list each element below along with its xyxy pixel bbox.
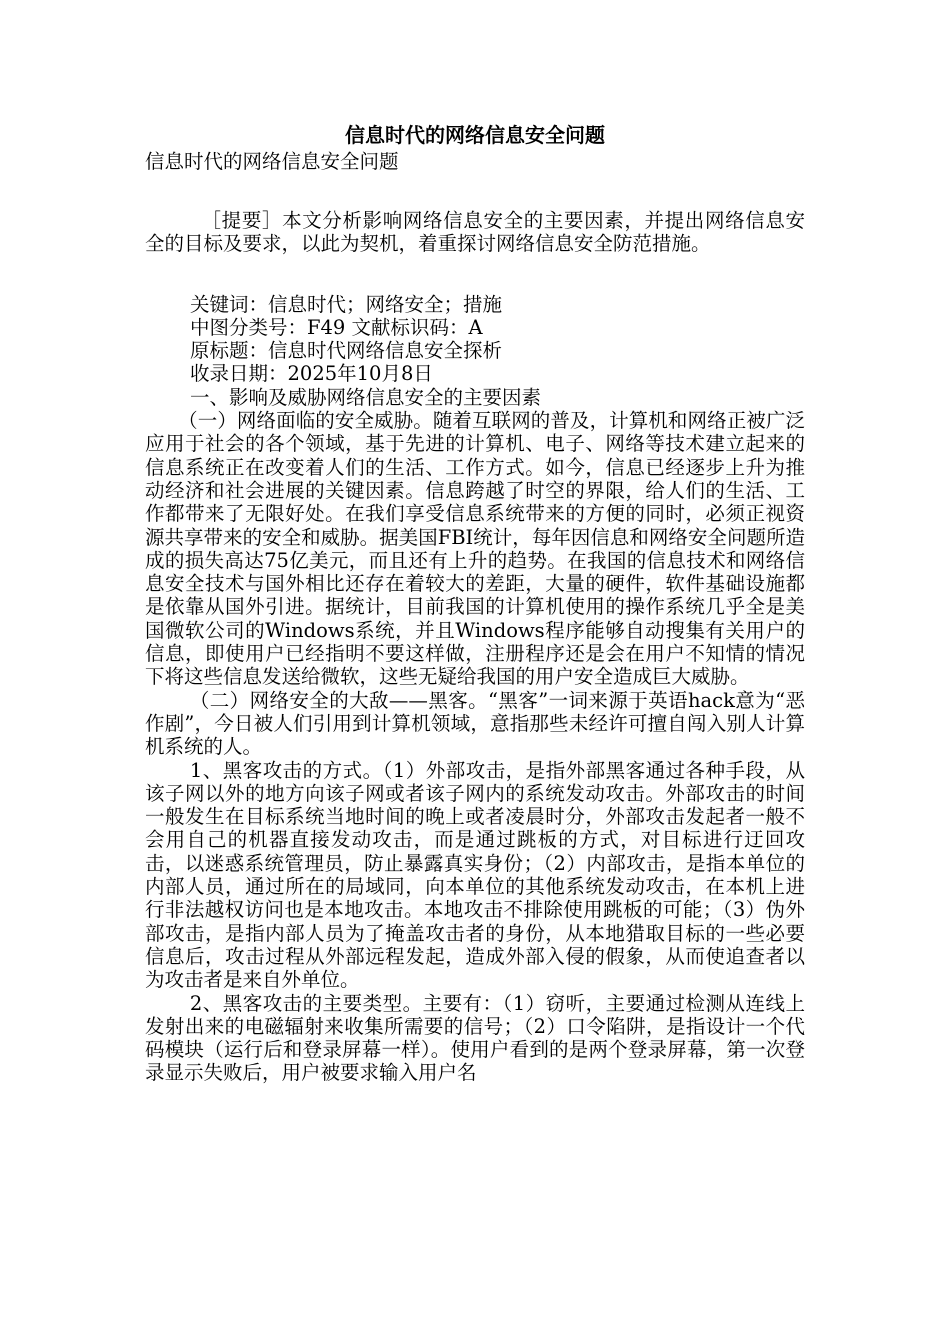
document-title: 信息时代的网络信息安全问题 [345, 123, 605, 147]
document-subtitle: 信息时代的网络信息安全问题 [145, 150, 399, 173]
body-paragraph: （二）网络安全的大敌——黑客。“黑客”一词来源于英语hack意为“恶作剧”，今日被人们引用到计算机领域，意指那些未经许可擅自闯入别人计算机系统的人。 [145, 688, 805, 759]
body-paragraph: 2、黑客攻击的主要类型。主要有：（1）窃听，主要通过检测从连线上发射出来的电磁辐射来收集所需要的信号；（2）口令陷阱，是指设计一个代码模块（运行后和登录屏幕一样）。使用户看到的是两个登录屏幕，第一次登录显示失败后，用户被要求输入用户名 [145, 991, 805, 1085]
metadata-block [145, 293, 805, 409]
body-paragraph: 1、黑客攻击的方式。（1）外部攻击，是指外部黑客通过各种手段，从该子网以外的地方向该子网或者该子网内的系统发动攻击。外部攻击的时间一般发生在目标系统当地时间的晚上或者凌晨时分，外部攻击发起者一般不会用自己的机器直接发动攻击，而是通过跳板的方式，对目标进行迂回攻击，以迷惑系统管理员，防止暴露真实身份；（2）内部攻击，是指本单位的内部人员，通过所在的局域同，向本单位的其他系统发动攻击，在本机上进行非法越权访问也是本地攻击。本地攻击不排除使用跳板的可能；（3）伪外部攻击，是指内部人员为了掩盖攻击者的身份，从本地猎取目标的一些必要信息后，攻击过程从外部远程发起，造成外部入侵的假象，从而使追查者以为攻击者是来自外单位。 [145, 758, 805, 992]
received-date-line: 收录日期：2025年10月8日 [190, 362, 433, 386]
classification-line: 中图分类号：F49 文献标识码：A [190, 315, 483, 339]
body-paragraph: （一）网络面临的安全威胁。随着互联网的普及，计算机和网络正被广泛应用于社会的各个领域，基于先进的计算机、电子、网络等技术建立起来的信息系统正在改变着人们的生活、工作方式。如今，信息已经逐步上升为推动经济和社会进展的关键因素。信息跨越了时空的界限，给人们的生活、工作都带来了无限好处。在我们享受信息系统带来的方便的同时，必须正视资源共享带来的安全和威胁。据美国FBI统计，每年因信息和网络安全问题所造成的损失高达75亿美元，而且还有上升的趋势。在我国的信息技术和网络信息安全技术与国外相比还存在着较大的差距，大量的硬件，软件基础设施都是依靠从国外引进。据统计，目前我国的计算机使用的操作系统几乎全是美国微软公司的Windows系统，并且Windows程序能够自动搜集有关用户的信息，即使用户已经指明不要这样做，注册程序还是会在用户不知情的情况下将这些信息发送给微软，这些无疑给我国的用户安全造成巨大威胁。 [145, 409, 805, 689]
keywords-line: 关键词：信息时代；网络安全；措施 [190, 292, 503, 316]
abstract-paragraph: ［提要］本文分析影响网络信息安全的主要因素，并提出网络信息安全的目标及要求，以此为契机，着重探讨网络信息安全防范措施。 [145, 209, 805, 256]
section-heading: 一、影响及威胁网络信息安全的主要因素 [190, 385, 542, 409]
original-title-line: 原标题：信息时代网络信息安全探析 [190, 339, 503, 363]
